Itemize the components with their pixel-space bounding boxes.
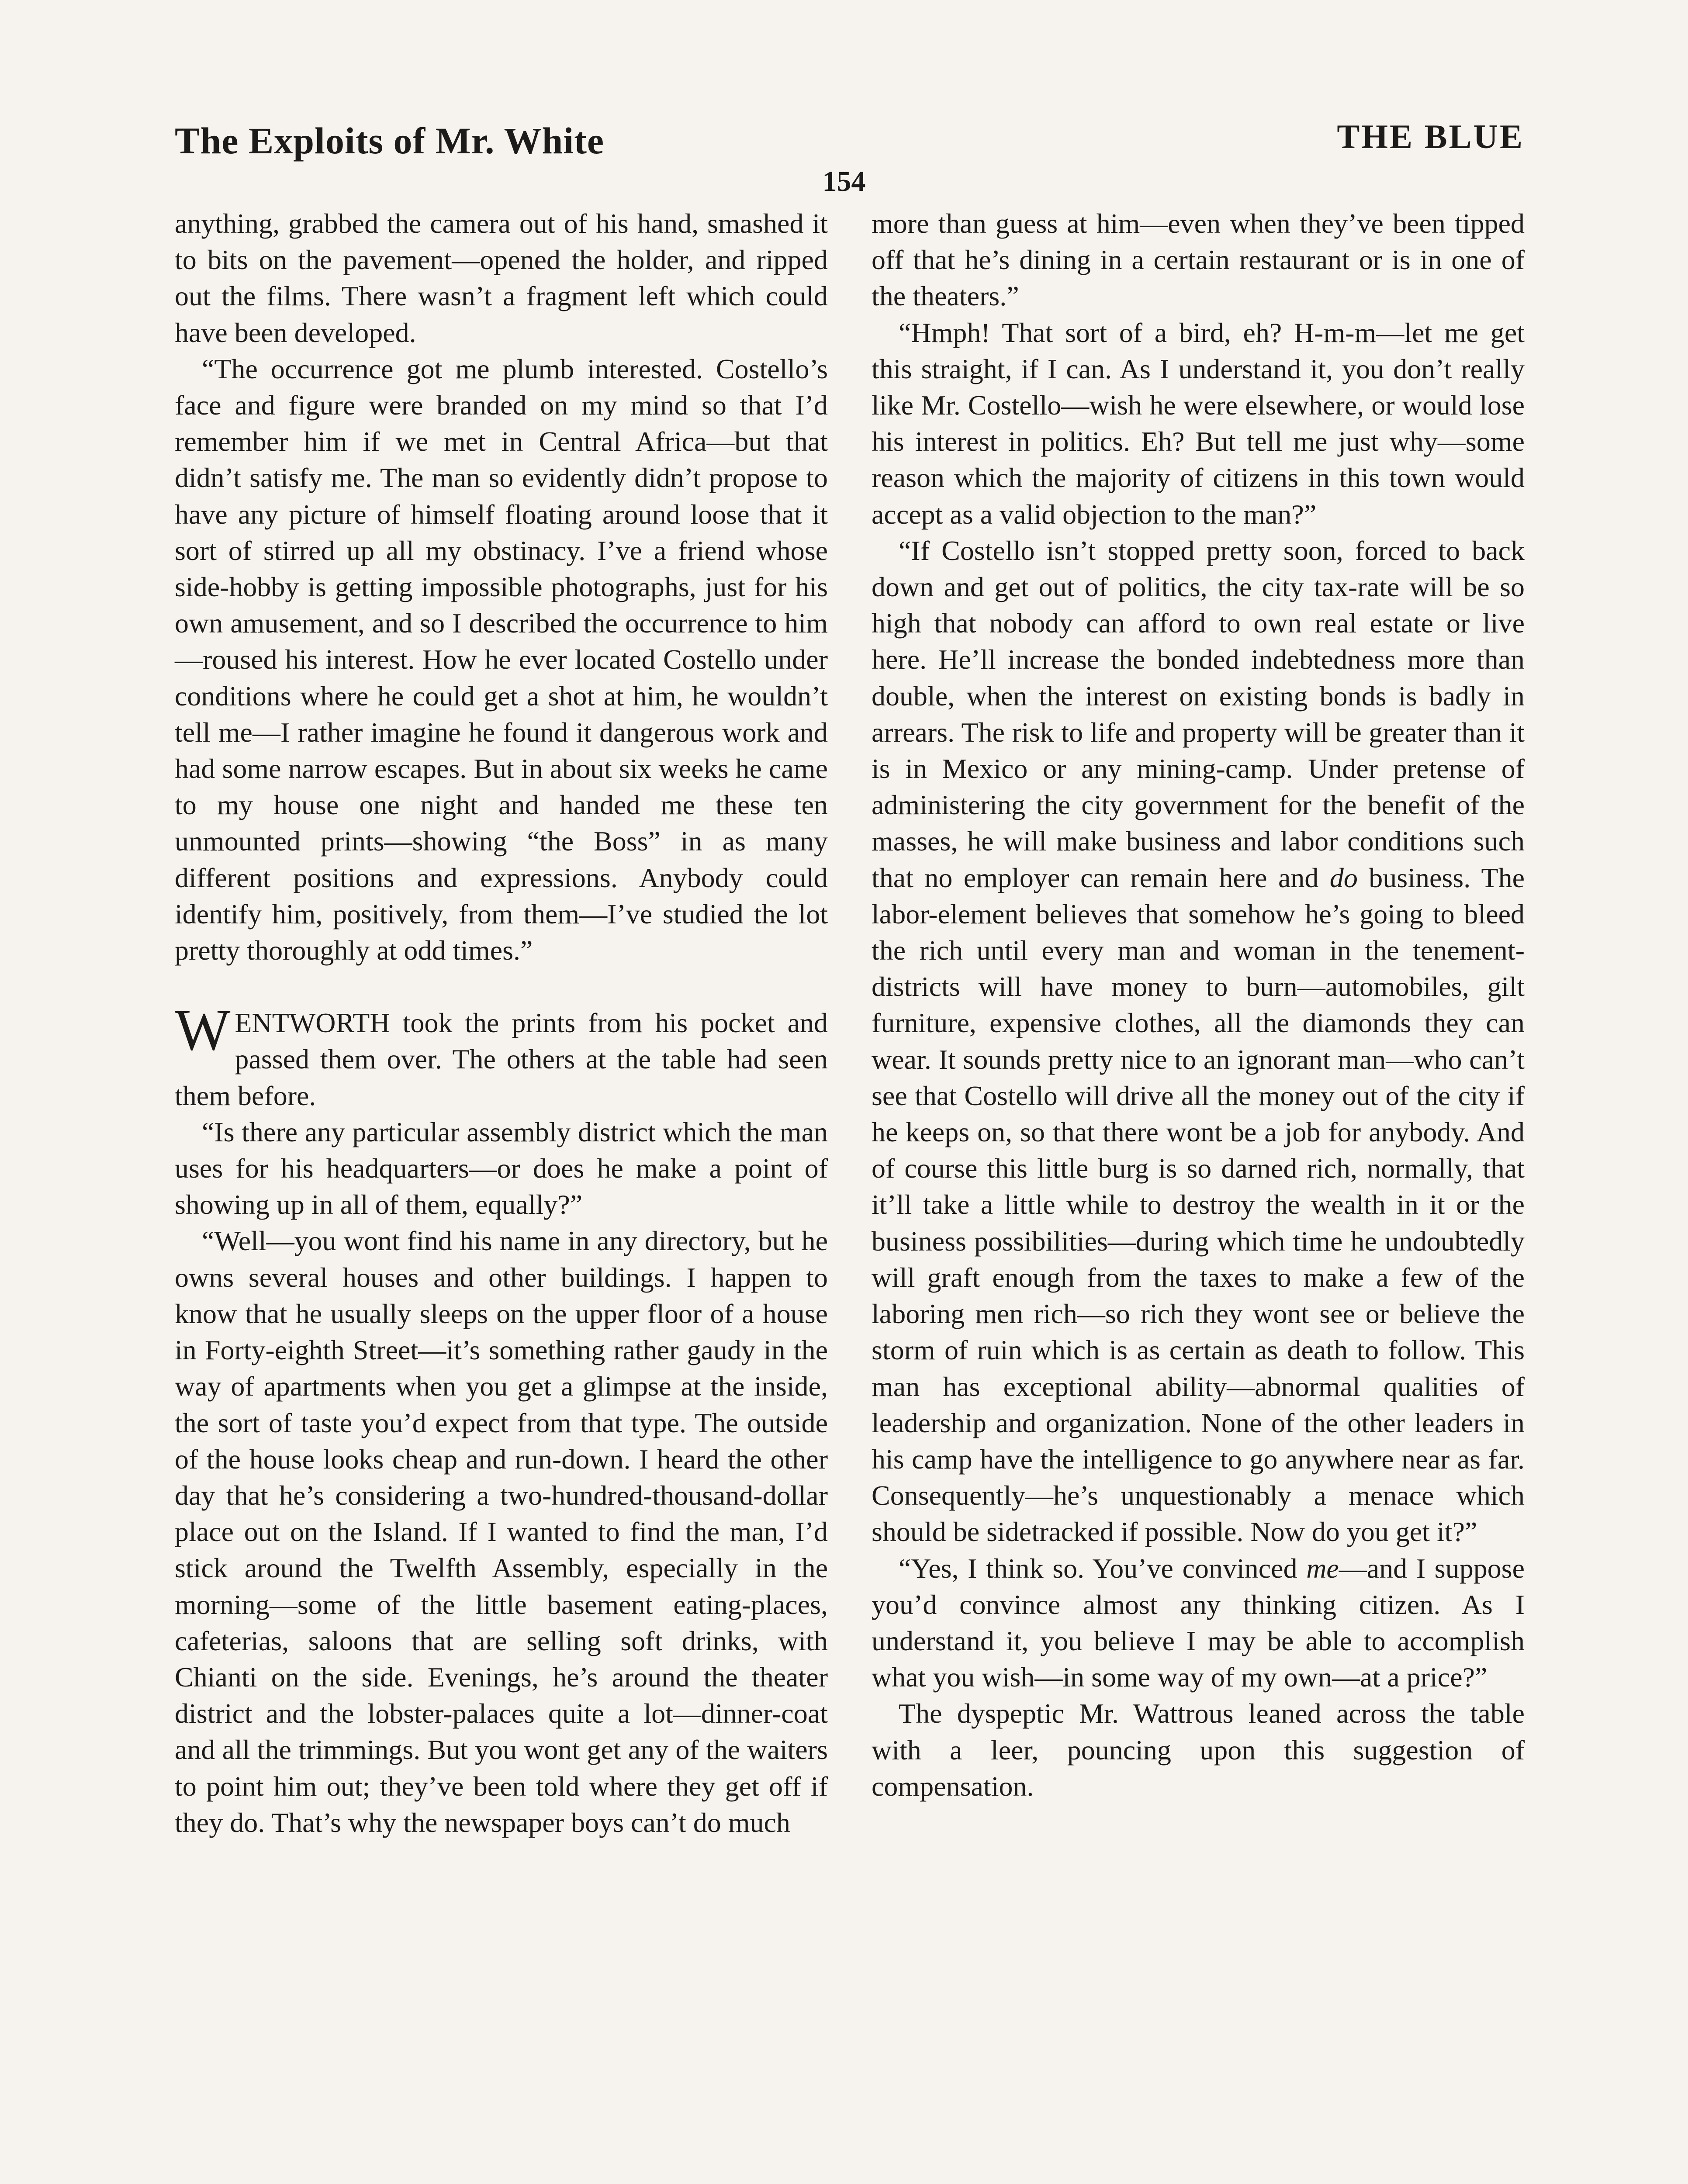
- paragraph: “Is there any particular assembly district which the man uses for his headquarters—or does he make a point of showing up in all of them, equally?”: [175, 1116, 828, 1220]
- paragraph: “The occurrence got me plumb interested. Costello’s face and figure were branded on my mind so that I’d remember him if we met in Central Africa—but that didn’t satisfy me. The man so evidently didn’t propose to have any picture of himself floating around loose that it sort of stirred up all my obstinacy. I’ve a friend whose side-hobby is getting impossible photographs, just for his own amusement, and so I described the occurrence to him—roused his interest. How he ever located Costello under conditions where he could get a shot at him, he wouldn’t tell me—I rather imagine he found it dangerous work and had some narrow escapes. But in about six weeks he came to my house one night and handed me these ten unmounted prints—showing “the Boss” in as many different positions and expressions. Anybody could identify him, positively, from them—I’ve studied the lot pretty thoroughly at odd times.”: [175, 353, 828, 966]
- paragraph: “Hmph! That sort of a bird, eh? H-m-m—let me get this straight, if I can. As I understand it, you don’t really like Mr. Costello—wish he were elsewhere, or would lose his interest in politics. Eh? But tell me just why—some reason which the majority of citizens in this town would accept as a valid objection to the man?”: [872, 317, 1525, 530]
- page-number: 154: [822, 166, 866, 197]
- drop-cap: W: [175, 998, 231, 1063]
- paragraph: more than guess at him—even when they’ve been tipped off that he’s dining in a certain restaurant or is in one of the theaters.”: [872, 208, 1525, 312]
- paragraph: “Well—you wont find his name in any directory, but he owns several houses and other buildings. I happen to know that he usually sleeps on the upper floor of a house in Forty-eighth Street—it’s something rather gaudy in the way of apartments when you get a glimpse at the inside, the sort of taste you’d expect from that type. The outside of the house looks cheap and run-down. I heard the other day that he’s considering a two-hundred-thousand-dollar place out on the Island. If I wanted to find the man, I’d stick around the Twelfth Assembly, especially in the morning—some of the little basement eating-places, cafeterias, saloons that are selling soft drinks, with Chianti on the side. Evenings, he’s around the theater district and the lobster-palaces quite a lot—dinner-coat and all the trimmings. But you wont get any of the waiters to point him out; they’ve been told where they get off if they do. That’s why the newspaper boys can’t do much: [175, 1225, 828, 1838]
- emphasis-text: do: [1329, 862, 1358, 893]
- paragraph-text: ENTWORTH took the prints from his pocket and passed them over. The others at the table had seen them before.: [175, 1007, 828, 1111]
- paragraph-text: “If Costello isn’t stopped pretty soon, forced to back down and get out of politics, the city tax-rate will be so high that nobody can afford to own real estate or live here. He’ll increase the bonded indebtedness more than double, when the interest on existing bonds is badly in arrears. The risk to life and property will be greater than it is in Mexico or any mining-camp. Under pretense of administering the city government for the benefit of the masses, he will make business and labor conditions such that no employer can remain here and: [872, 535, 1525, 893]
- magazine-name: THE BLUE: [1337, 117, 1524, 156]
- section-opening-paragraph: [175, 998, 828, 1114]
- right-column: [872, 205, 1525, 1804]
- paragraph-text: —and I suppose you’d convince almost any thinking citizen. As I understand it, you believe I may be able to accomplish what you wish—in some way of my own—at a price?”: [872, 1552, 1525, 1693]
- paragraph: The dyspeptic Mr. Wattrous leaned across the table with a leer, pouncing upon this suggestion of compensation.: [872, 1698, 1525, 1802]
- paragraph-text: business. The labor-element believes that somehow he’s going to bleed the rich until every man and woman in the tenement-districts will have money to burn—automobiles, gilt furniture, expensive clothes, all the diamonds they can wear. It sounds pretty nice to an ignorant man—who can’t see that Costello will drive all the money out of the city if he keeps on, so that there wont be a job for anybody. And of course this little burg is so darned rich, normally, that it’ll take a little while to destroy the wealth in it or the business possibilities—during which time he undoubtedly will graft enough from the taxes to make a few of the laboring men rich—so rich they wont see or believe the storm of ruin which is as certain as death to follow. This man has exceptional ability—abnormal qualities of leadership and organization. None of the other leaders in his camp have the intelligence to go anywhere near as far. Consequently—he’s unquestionably a menace which should be sidetracked if possible. Now do you get it?”: [872, 862, 1525, 1548]
- emphasis-text: me: [1306, 1552, 1339, 1584]
- paragraph: anything, grabbed the camera out of his hand, smashed it to bits on the pavement—opened the holder, and ripped out the films. There wasn’t a fragment left which could have been developed.: [175, 208, 828, 348]
- paragraph: [872, 532, 1525, 1550]
- left-column: [175, 205, 828, 1841]
- paragraph: [872, 1550, 1525, 1696]
- paragraph-text: “Yes, I think so. You’ve convinced: [899, 1552, 1307, 1584]
- story-title: The Exploits of Mr. White: [175, 120, 605, 162]
